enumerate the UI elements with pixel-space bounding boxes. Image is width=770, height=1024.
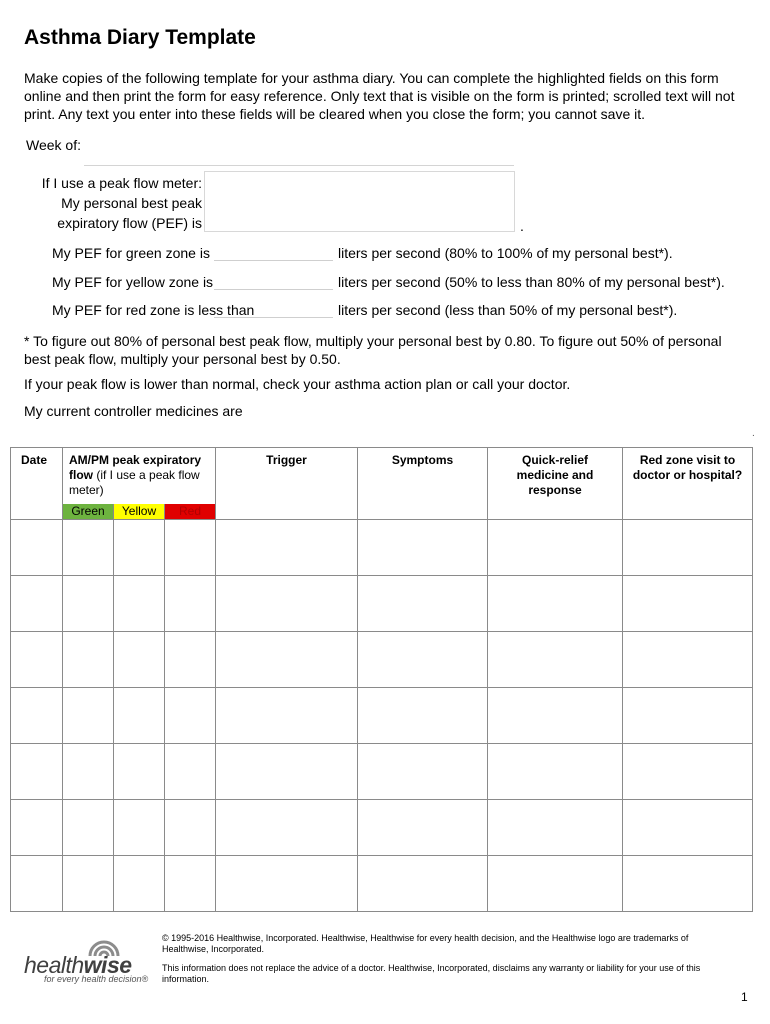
zone-red-header: Red (165, 504, 215, 519)
zone-color-row (63, 504, 215, 519)
cell-red-zone-visit[interactable] (623, 632, 753, 688)
table-row (11, 744, 753, 800)
healthwise-tagline: for every health decision® (44, 974, 149, 984)
cell-yellow[interactable] (114, 576, 165, 632)
cell-date[interactable] (11, 744, 63, 800)
controller-medicines-trailing-period: . (752, 428, 755, 439)
cell-yellow[interactable] (114, 744, 165, 800)
cell-quick-relief[interactable] (488, 744, 623, 800)
cell-red[interactable] (165, 576, 216, 632)
cell-red[interactable] (165, 744, 216, 800)
logo-suffix: wise (83, 952, 132, 978)
column-header-trigger: Trigger (216, 448, 358, 520)
cell-quick-relief[interactable] (488, 688, 623, 744)
cell-date[interactable] (11, 856, 63, 912)
cell-yellow[interactable] (114, 856, 165, 912)
cell-trigger[interactable] (216, 520, 358, 576)
cell-yellow[interactable] (114, 688, 165, 744)
page-title: Asthma Diary Template (24, 26, 256, 49)
peak-flow-header-note: (if I use a peak flow meter) (69, 468, 200, 497)
week-of-label: Week of: (26, 137, 81, 153)
pef-label-line3: expiratory flow (PEF) is (57, 215, 202, 231)
peak-flow-header-bold: AM/PM peak expiratory flow (69, 453, 202, 482)
cell-green[interactable] (63, 576, 114, 632)
calculation-note: * To figure out 80% of personal best peak flow, multiply your personal best by 0.80. To figure out 50% of personal best peak flow, multiply your personal best by 0.50. (24, 333, 722, 367)
cell-red[interactable] (165, 856, 216, 912)
cell-trigger[interactable] (216, 688, 358, 744)
cell-green[interactable] (63, 744, 114, 800)
cell-trigger[interactable] (216, 576, 358, 632)
cell-red[interactable] (165, 632, 216, 688)
cell-green[interactable] (63, 520, 114, 576)
cell-red-zone-visit[interactable] (623, 856, 753, 912)
cell-green[interactable] (63, 632, 114, 688)
cell-quick-relief[interactable] (488, 800, 623, 856)
red-zone-description: liters per second (less than 50% of my personal best*). (338, 302, 678, 318)
cell-symptoms[interactable] (358, 576, 488, 632)
cell-red-zone-visit[interactable] (623, 576, 753, 632)
logo-prefix: health (24, 952, 84, 978)
diary-table (10, 447, 753, 912)
cell-symptoms[interactable] (358, 632, 488, 688)
cell-red[interactable] (165, 520, 216, 576)
healthwise-logo (24, 930, 154, 988)
cell-symptoms[interactable] (358, 744, 488, 800)
pef-label (30, 173, 202, 233)
cell-yellow[interactable] (114, 520, 165, 576)
cell-yellow[interactable] (114, 800, 165, 856)
cell-red-zone-visit[interactable] (623, 688, 753, 744)
copyright-notice: © 1995-2016 Healthwise, Incorporated. Healthwise, Healthwise for every health decision, and the Healthwise logo are trademarks of Healthwise, Incorporated. (162, 933, 689, 954)
cell-quick-relief[interactable] (488, 632, 623, 688)
green-zone-description: liters per second (80% to 100% of my personal best*). (338, 245, 673, 261)
cell-red-zone-visit[interactable] (623, 744, 753, 800)
zone-green-header: Green (63, 504, 114, 519)
green-zone-field[interactable] (214, 246, 333, 261)
column-header-quick-relief: Quick-relief medicine and response (488, 448, 623, 520)
cell-green[interactable] (63, 688, 114, 744)
red-zone-field[interactable] (214, 303, 333, 318)
page-number: 1 (741, 990, 748, 1004)
cell-date[interactable] (11, 632, 63, 688)
pef-trailing-period: . (520, 218, 524, 234)
table-row (11, 800, 753, 856)
red-zone-label: My PEF for red zone is less than (52, 302, 255, 318)
cell-red-zone-visit[interactable] (623, 800, 753, 856)
cell-date[interactable] (11, 688, 63, 744)
yellow-zone-label: My PEF for yellow zone is (52, 274, 214, 290)
disclaimer-notice: This information does not replace the advice of a doctor. Healthwise, Incorporated, disclaims any warranty or liability for your use of this information. (162, 963, 701, 984)
zone-yellow-header: Yellow (114, 504, 165, 519)
cell-symptoms[interactable] (358, 520, 488, 576)
cell-date[interactable] (11, 520, 63, 576)
cell-date[interactable] (11, 800, 63, 856)
week-of-field[interactable] (84, 151, 514, 166)
cell-green[interactable] (63, 800, 114, 856)
cell-green[interactable] (63, 856, 114, 912)
pef-label-line1: If I use a peak flow meter: (41, 175, 202, 191)
cell-quick-relief[interactable] (488, 520, 623, 576)
cell-red[interactable] (165, 688, 216, 744)
table-header-row (11, 448, 753, 520)
column-header-symptoms: Symptoms (358, 448, 488, 520)
controller-medicines-label: My current controller medicines are (24, 403, 243, 419)
green-zone-label: My PEF for green zone is (52, 245, 210, 261)
cell-yellow[interactable] (114, 632, 165, 688)
table-row (11, 688, 753, 744)
table-row (11, 632, 753, 688)
personal-best-pef-field[interactable] (204, 171, 515, 232)
table-row (11, 520, 753, 576)
yellow-zone-description: liters per second (50% to less than 80% of my personal best*). (338, 274, 725, 290)
cell-symptoms[interactable] (358, 856, 488, 912)
cell-quick-relief[interactable] (488, 856, 623, 912)
column-header-date: Date (11, 448, 63, 520)
cell-trigger[interactable] (216, 744, 358, 800)
intro-paragraph: Make copies of the following template for your asthma diary. You can complete the highlighted fields on this form online and then print the form for easy reference. Only text that is visible on the form is printed; scrolled text will not print. Any text you enter into these fields will be cleared when you close the form; you cannot save it. (24, 70, 735, 122)
yellow-zone-field[interactable] (214, 275, 333, 290)
cell-trigger[interactable] (216, 856, 358, 912)
cell-trigger[interactable] (216, 800, 358, 856)
cell-date[interactable] (11, 576, 63, 632)
table-row (11, 576, 753, 632)
low-peak-flow-advice: If your peak flow is lower than normal, check your asthma action plan or call your doctor. (24, 376, 571, 392)
cell-trigger[interactable] (216, 632, 358, 688)
table-row (11, 856, 753, 912)
column-header-red-zone-visit: Red zone visit to doctor or hospital? (623, 448, 753, 520)
column-header-peak-flow (63, 448, 216, 520)
pef-label-line2: My personal best peak (61, 195, 202, 211)
cell-red[interactable] (165, 800, 216, 856)
cell-quick-relief[interactable] (488, 576, 623, 632)
cell-symptoms[interactable] (358, 688, 488, 744)
cell-symptoms[interactable] (358, 800, 488, 856)
cell-red-zone-visit[interactable] (623, 520, 753, 576)
